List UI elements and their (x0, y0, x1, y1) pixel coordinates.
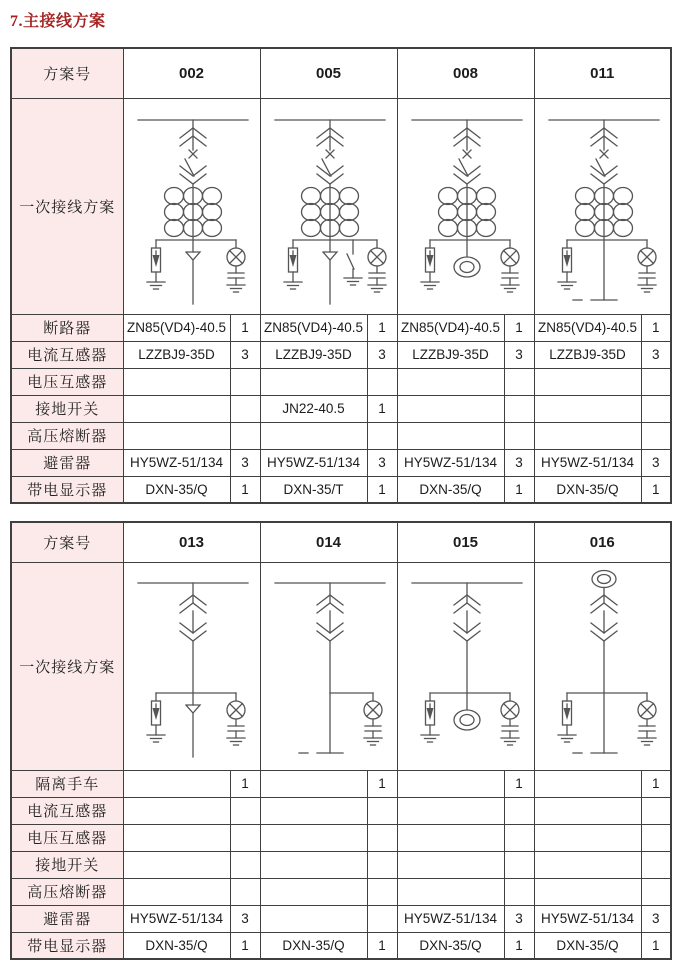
type-cell (260, 770, 367, 797)
qty-cell (367, 824, 397, 851)
qty-cell (504, 824, 534, 851)
wiring-diagram-cell-011 (534, 98, 671, 314)
scheme-number: 005 (260, 48, 397, 98)
row-label: 避雷器 (11, 449, 123, 476)
type-cell (397, 422, 504, 449)
qty-cell: 1 (641, 932, 671, 959)
wiring-diagram-svg (263, 100, 397, 312)
scheme-no-header: 方案号 (11, 48, 123, 98)
qty-cell: 3 (504, 449, 534, 476)
type-cell: HY5WZ-51/134 (397, 905, 504, 932)
qty-cell (641, 878, 671, 905)
type-cell (123, 422, 230, 449)
primary-wiring-label: 一次接线方案 (11, 98, 123, 314)
qty-cell: 1 (230, 476, 260, 503)
type-cell: DXN-35/Q (260, 932, 367, 959)
scheme-number: 015 (397, 522, 534, 562)
row-label: 电流互感器 (11, 341, 123, 368)
qty-cell (230, 422, 260, 449)
type-cell: JN22-40.5 (260, 395, 367, 422)
qty-cell: 1 (230, 314, 260, 341)
type-cell: HY5WZ-51/134 (123, 449, 230, 476)
wiring-diagram-svg (263, 563, 397, 769)
type-cell: DXN-35/T (260, 476, 367, 503)
qty-cell: 3 (367, 341, 397, 368)
wiring-diagram-svg (537, 100, 671, 312)
type-cell (260, 368, 367, 395)
qty-cell (230, 368, 260, 395)
type-cell: HY5WZ-51/134 (397, 449, 504, 476)
qty-cell (230, 395, 260, 422)
wiring-diagram-cell-005 (260, 98, 397, 314)
qty-cell (230, 797, 260, 824)
qty-cell: 1 (367, 476, 397, 503)
qty-cell: 1 (641, 476, 671, 503)
type-cell: ZN85(VD4)-40.5 (534, 314, 641, 341)
scheme-number: 011 (534, 48, 671, 98)
qty-cell (641, 395, 671, 422)
wiring-diagram-svg (400, 100, 534, 312)
qty-cell (367, 422, 397, 449)
qty-cell (504, 422, 534, 449)
type-cell: HY5WZ-51/134 (534, 449, 641, 476)
page-title: 7.主接线方案 (10, 13, 106, 30)
row-label: 带电显示器 (11, 476, 123, 503)
qty-cell (367, 878, 397, 905)
type-cell: LZZBJ9-35D (397, 341, 504, 368)
qty-cell (367, 368, 397, 395)
qty-cell: 3 (230, 449, 260, 476)
type-cell (260, 797, 367, 824)
scheme-number: 008 (397, 48, 534, 98)
wiring-diagram-cell-008 (397, 98, 534, 314)
qty-cell: 1 (367, 395, 397, 422)
type-cell (534, 851, 641, 878)
qty-cell: 3 (641, 449, 671, 476)
qty-cell: 3 (230, 341, 260, 368)
type-cell (260, 851, 367, 878)
scheme-table-2 (10, 521, 672, 960)
type-cell (534, 824, 641, 851)
type-cell: DXN-35/Q (534, 932, 641, 959)
qty-cell (504, 395, 534, 422)
type-cell (397, 797, 504, 824)
qty-cell: 1 (504, 932, 534, 959)
type-cell (260, 422, 367, 449)
qty-cell: 3 (641, 905, 671, 932)
wiring-diagram-svg (126, 100, 260, 312)
qty-cell (367, 797, 397, 824)
type-cell (534, 797, 641, 824)
qty-cell: 3 (504, 905, 534, 932)
type-cell: LZZBJ9-35D (260, 341, 367, 368)
type-cell: DXN-35/Q (397, 476, 504, 503)
qty-cell: 1 (367, 932, 397, 959)
qty-cell (230, 878, 260, 905)
row-label: 隔离手车 (11, 770, 123, 797)
type-cell (123, 878, 230, 905)
qty-cell (641, 824, 671, 851)
row-label: 电压互感器 (11, 368, 123, 395)
type-cell (123, 395, 230, 422)
qty-cell: 1 (230, 932, 260, 959)
qty-cell (641, 422, 671, 449)
type-cell (534, 422, 641, 449)
type-cell (534, 770, 641, 797)
qty-cell (230, 851, 260, 878)
type-cell (260, 878, 367, 905)
row-label: 电流互感器 (11, 797, 123, 824)
type-cell: DXN-35/Q (534, 476, 641, 503)
type-cell (123, 797, 230, 824)
wiring-diagram-svg (400, 563, 534, 769)
row-label: 断路器 (11, 314, 123, 341)
row-label: 电压互感器 (11, 824, 123, 851)
qty-cell: 1 (367, 314, 397, 341)
wiring-diagram-cell-002 (123, 98, 260, 314)
qty-cell (230, 824, 260, 851)
row-label: 避雷器 (11, 905, 123, 932)
type-cell: ZN85(VD4)-40.5 (397, 314, 504, 341)
qty-cell (504, 878, 534, 905)
row-label: 高压熔断器 (11, 878, 123, 905)
type-cell: ZN85(VD4)-40.5 (260, 314, 367, 341)
qty-cell (504, 368, 534, 395)
type-cell: HY5WZ-51/134 (534, 905, 641, 932)
type-cell (397, 824, 504, 851)
type-cell (123, 368, 230, 395)
type-cell (123, 851, 230, 878)
wiring-diagram-cell-016 (534, 562, 671, 770)
row-label: 接地开关 (11, 395, 123, 422)
scheme-number: 016 (534, 522, 671, 562)
qty-cell: 1 (504, 314, 534, 341)
qty-cell (367, 905, 397, 932)
type-cell: DXN-35/Q (123, 932, 230, 959)
wiring-diagram-cell-015 (397, 562, 534, 770)
scheme-no-header: 方案号 (11, 522, 123, 562)
wiring-diagram-svg (126, 563, 260, 769)
type-cell (397, 851, 504, 878)
type-cell (397, 395, 504, 422)
type-cell (534, 368, 641, 395)
row-label: 高压熔断器 (11, 422, 123, 449)
qty-cell (641, 368, 671, 395)
qty-cell: 3 (641, 341, 671, 368)
type-cell: LZZBJ9-35D (534, 341, 641, 368)
qty-cell: 3 (367, 449, 397, 476)
type-cell (260, 824, 367, 851)
wiring-diagram-cell-014 (260, 562, 397, 770)
scheme-number: 002 (123, 48, 260, 98)
type-cell: LZZBJ9-35D (123, 341, 230, 368)
type-cell: DXN-35/Q (397, 932, 504, 959)
qty-cell: 1 (504, 770, 534, 797)
qty-cell: 1 (230, 770, 260, 797)
type-cell (123, 770, 230, 797)
qty-cell: 1 (641, 314, 671, 341)
scheme-number: 013 (123, 522, 260, 562)
qty-cell (504, 797, 534, 824)
type-cell (260, 905, 367, 932)
type-cell (123, 824, 230, 851)
qty-cell: 1 (641, 770, 671, 797)
scheme-table-1 (10, 47, 672, 504)
type-cell (534, 395, 641, 422)
qty-cell (504, 851, 534, 878)
primary-wiring-label: 一次接线方案 (11, 562, 123, 770)
type-cell: DXN-35/Q (123, 476, 230, 503)
qty-cell: 3 (504, 341, 534, 368)
wiring-diagram-svg (537, 563, 671, 769)
row-label: 带电显示器 (11, 932, 123, 959)
qty-cell: 1 (367, 770, 397, 797)
qty-cell (641, 797, 671, 824)
type-cell (397, 368, 504, 395)
wiring-diagram-cell-013 (123, 562, 260, 770)
row-label: 接地开关 (11, 851, 123, 878)
type-cell (397, 770, 504, 797)
qty-cell: 3 (230, 905, 260, 932)
scheme-number: 014 (260, 522, 397, 562)
type-cell: HY5WZ-51/134 (260, 449, 367, 476)
type-cell: HY5WZ-51/134 (123, 905, 230, 932)
type-cell (397, 878, 504, 905)
type-cell: ZN85(VD4)-40.5 (123, 314, 230, 341)
type-cell (534, 878, 641, 905)
qty-cell (641, 851, 671, 878)
scheme-tables-container (10, 47, 670, 960)
qty-cell: 1 (504, 476, 534, 503)
qty-cell (367, 851, 397, 878)
